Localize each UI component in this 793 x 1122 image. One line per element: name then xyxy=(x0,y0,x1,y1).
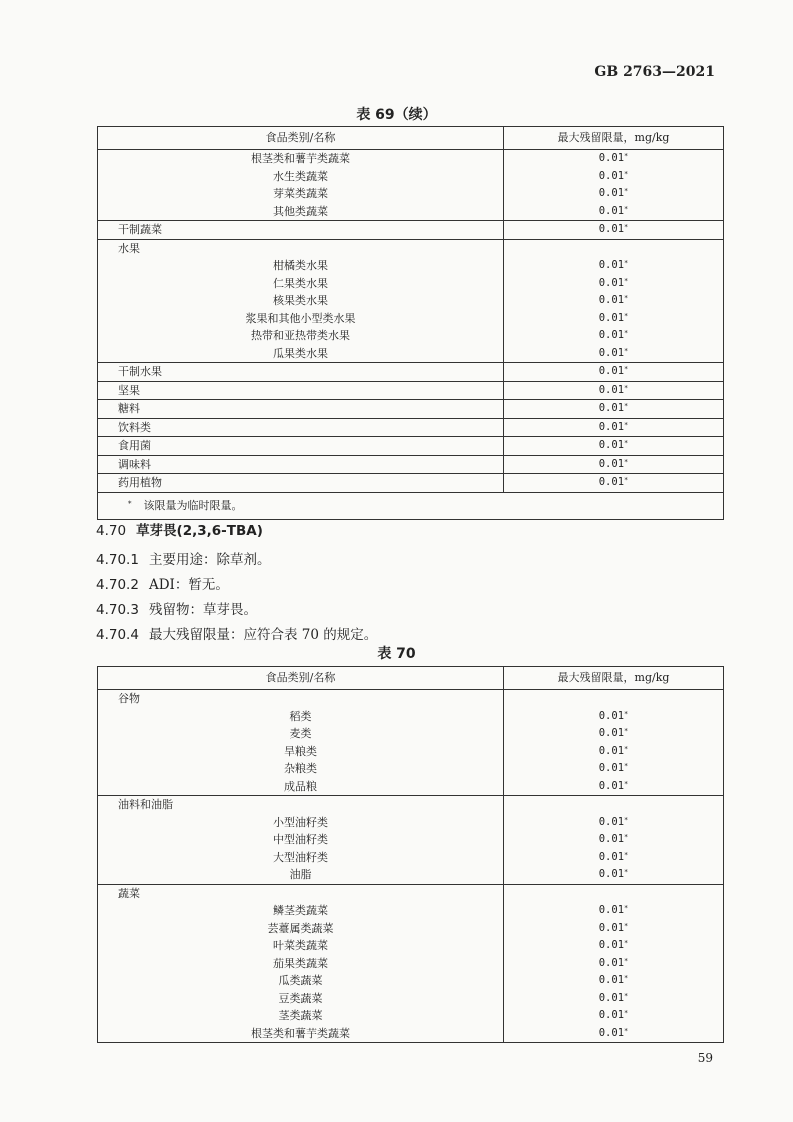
table-row xyxy=(98,1025,724,1043)
limit-value: 0.01* xyxy=(504,310,724,328)
category-row xyxy=(98,381,724,400)
limit-value: 0.01* xyxy=(504,760,724,778)
limit-value: 0.01* xyxy=(504,708,724,726)
category-name: 食用菌 xyxy=(98,437,504,456)
category-row xyxy=(98,690,724,708)
table70-header-limit: 最大残留限量，mg/kg xyxy=(504,667,724,690)
limit-value: 0.01* xyxy=(504,990,724,1008)
limit-value: 0.01* xyxy=(504,168,724,186)
limit-value: 0.01* xyxy=(504,345,724,363)
table-row xyxy=(98,203,724,221)
limit-value: 0.01* xyxy=(504,955,724,973)
category-name: 谷物 xyxy=(118,692,140,705)
food-name: 麦类 xyxy=(289,727,312,740)
food-name: 豆类蔬菜 xyxy=(278,991,323,1005)
category-name: 糖料 xyxy=(98,400,504,419)
category-row xyxy=(98,363,724,382)
table-row xyxy=(98,902,724,920)
table-row xyxy=(98,814,724,832)
limit-value: 0.01* xyxy=(504,437,724,456)
section-title: 4.70 草芽畏(2,3,6-TBA) xyxy=(96,523,263,539)
table-row xyxy=(98,866,724,884)
limit-value xyxy=(504,796,724,814)
food-name: 稻类 xyxy=(289,709,312,723)
table-row xyxy=(98,168,724,186)
table69-header-name: 食品类别/名称 xyxy=(98,127,504,150)
table-row xyxy=(98,920,724,938)
category-row xyxy=(98,239,724,257)
limit-value: 0.01* xyxy=(504,400,724,419)
limit-value: 0.01* xyxy=(504,292,724,310)
standard-number: GB 2763—2021 xyxy=(594,64,715,80)
section-item: 4.70.1 主要用途：除草剂。 xyxy=(96,552,271,568)
food-name: 小型油籽类 xyxy=(273,815,328,829)
food-name: 核果类水果 xyxy=(273,294,328,307)
limit-value xyxy=(504,884,724,902)
table-row xyxy=(98,743,724,761)
limit-value: 0.01* xyxy=(504,831,724,849)
table-note: * 该限量为临时限量。 xyxy=(98,492,724,519)
limit-value xyxy=(504,239,724,257)
table-row xyxy=(98,849,724,867)
food-name: 芽菜类蔬菜 xyxy=(273,187,328,200)
food-name: 中型油籽类 xyxy=(273,833,328,846)
food-name: 油脂 xyxy=(289,868,312,881)
limit-value: 0.01* xyxy=(504,743,724,761)
food-name: 成品粮 xyxy=(284,779,317,793)
food-name: 茄果类蔬菜 xyxy=(273,956,328,970)
food-name: 旱粮类 xyxy=(284,744,317,758)
food-name: 杂粮类 xyxy=(284,762,317,775)
food-name: 浆果和其他小型类水果 xyxy=(245,311,356,325)
table70-caption: 表 70 xyxy=(377,646,416,662)
category-row xyxy=(98,796,724,814)
table69 xyxy=(97,126,724,520)
category-row xyxy=(98,455,724,474)
category-name: 蔬菜 xyxy=(98,884,504,902)
limit-value: 0.01* xyxy=(504,203,724,221)
table-row xyxy=(98,725,724,743)
table70 xyxy=(97,666,724,1043)
food-name: 根茎类和薯芋类蔬菜 xyxy=(251,1026,350,1040)
category-row xyxy=(98,418,724,437)
table69-header-limit: 最大残留限量，mg/kg xyxy=(504,127,724,150)
table-row xyxy=(98,708,724,726)
limit-value: 0.01* xyxy=(504,221,724,240)
limit-value: 0.01* xyxy=(504,363,724,382)
limit-value: 0.01* xyxy=(504,937,724,955)
limit-value xyxy=(504,690,724,708)
category-row xyxy=(98,884,724,902)
category-name: 水果 xyxy=(98,239,504,257)
category-name: 饮料类 xyxy=(98,418,504,437)
table-row xyxy=(98,937,724,955)
limit-value: 0.01* xyxy=(504,972,724,990)
food-name: 叶菜类蔬菜 xyxy=(273,939,328,952)
food-name: 柑橘类水果 xyxy=(273,259,328,272)
food-name: 大型油籽类 xyxy=(273,850,328,864)
food-name: 仁果类水果 xyxy=(273,276,328,290)
table-row xyxy=(98,760,724,778)
limit-value: 0.01* xyxy=(504,275,724,293)
limit-value: 0.01* xyxy=(504,1007,724,1025)
page-number: 59 xyxy=(697,1051,713,1065)
food-name: 瓜果类水果 xyxy=(273,346,328,360)
limit-value: 0.01* xyxy=(504,778,724,796)
category-name: 油料和油脂 xyxy=(98,796,504,814)
limit-value: 0.01* xyxy=(504,866,724,884)
category-row xyxy=(98,221,724,240)
limit-value: 0.01* xyxy=(504,418,724,437)
limit-value: 0.01* xyxy=(504,814,724,832)
food-name: 水生类蔬菜 xyxy=(273,169,328,183)
table-row xyxy=(98,1007,724,1025)
food-name: 其他类蔬菜 xyxy=(273,204,328,218)
table-row xyxy=(98,292,724,310)
section-item: 4.70.4 最大残留限量：应符合表 70 的规定。 xyxy=(96,627,378,643)
limit-value: 0.01* xyxy=(504,257,724,275)
limit-value: 0.01* xyxy=(504,185,724,203)
food-name: 根茎类和薯芋类蔬菜 xyxy=(251,152,350,165)
category-name: 药用植物 xyxy=(98,474,504,493)
category-name: 干制水果 xyxy=(98,363,504,382)
category-row xyxy=(98,437,724,456)
food-name: 鳞茎类蔬菜 xyxy=(273,904,328,917)
table-row xyxy=(98,955,724,973)
limit-value: 0.01* xyxy=(504,474,724,493)
table-row xyxy=(98,185,724,203)
table-row xyxy=(98,150,724,168)
limit-value: 0.01* xyxy=(504,1025,724,1043)
food-name: 瓜类蔬菜 xyxy=(278,974,323,987)
limit-value: 0.01* xyxy=(504,849,724,867)
limit-value: 0.01* xyxy=(504,725,724,743)
table69-caption: 表 69（续） xyxy=(356,107,437,123)
table-row xyxy=(98,972,724,990)
category-row xyxy=(98,400,724,419)
category-name: 干制蔬菜 xyxy=(98,221,504,240)
limit-value: 0.01* xyxy=(504,327,724,345)
food-name: 热带和亚热带类水果 xyxy=(251,329,350,342)
table-row xyxy=(98,327,724,345)
table-row xyxy=(98,345,724,363)
section-item: 4.70.2 ADI：暂无。 xyxy=(96,577,229,593)
limit-value: 0.01* xyxy=(504,902,724,920)
limit-value: 0.01* xyxy=(504,150,724,168)
table70-header-name: 食品类别/名称 xyxy=(98,667,504,690)
table-row xyxy=(98,990,724,1008)
limit-value: 0.01* xyxy=(504,381,724,400)
table-row xyxy=(98,275,724,293)
limit-value: 0.01* xyxy=(504,455,724,474)
table-row xyxy=(98,778,724,796)
food-name: 芸薹属类蔬菜 xyxy=(267,921,334,935)
category-name: 调味料 xyxy=(98,455,504,474)
food-name: 茎类蔬菜 xyxy=(278,1009,323,1022)
table-row xyxy=(98,257,724,275)
limit-value: 0.01* xyxy=(504,920,724,938)
table-row xyxy=(98,310,724,328)
table-row xyxy=(98,831,724,849)
category-name: 坚果 xyxy=(98,381,504,400)
category-row xyxy=(98,474,724,493)
section-item: 4.70.3 残留物：草芽畏。 xyxy=(96,602,257,618)
